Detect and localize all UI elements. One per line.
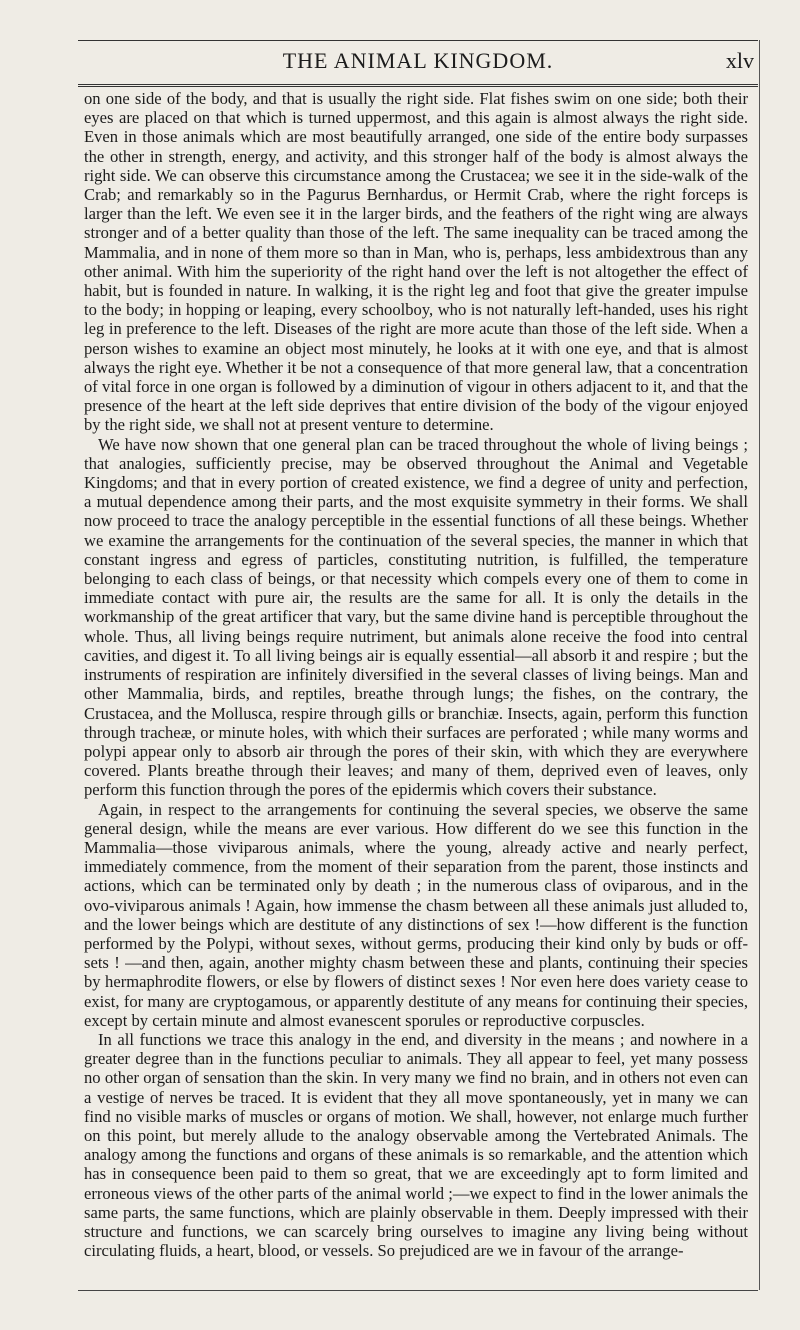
paragraph-continuation: on one side of the body, and that is usually the right side. Flat fishes swim on one side; both their eyes are placed on that which is turned uppermost, and this again is almost always the right side. Even in those animals which are most beautifully arranged, one side of the entire body surpasses the other in strength, energy, and activity, and this stronger half of the body is almost always the right side. We can observe this circumstance among the Crustacea; we see it in the side-walk of the Crab; and remarkably so in the Pagurus Bernhardus, or Hermit Crab, where the right forceps is larger than the left. We even see it in the larger birds, and the feathers of the right wing are always stronger and of a better quality than those of the left. The same inequality can be traced among the Mammalia, and in none of them more so than in Man, who is, perhaps, less ambidextrous than any other animal. With him the superiority of the right hand over the left is not altogether the effect of habit, but is founded in nature. In walking, it is the right leg and foot that give the greater impulse to the body; in hopping or leaping, every schoolboy, who is not naturally left-handed, uses his right leg in preference to the left. Diseases of the right are more acute than those of the left side. When a person wishes to examine an object most minutely, he looks at it with one eye, and that is almost always the right eye. Whether it be not a consequence of that more general law, that a concentration of vital force in one organ is followed by a diminution of vigour in others adjacent to it, and that the presence of the heart at the left side deprives that entire division of the body of the vigour enjoyed by the right side, we shall not at present venture to determine. xyxy=(84,89,748,435)
paragraph-analogy-diversity: In all functions we trace this analogy in the end, and diversity in the means ; and nowhere in a greater degree than in the functions peculiar to animals. They all appear to feel, yet many possess no other organ of sensation than the skin. In very many we find no brain, and in others not even can a vestige of nerves be traced. It is evident that they all move spontaneously, yet in many we can find no visible marks of muscles or organs of motion. We shall, however, not enlarge much further on this point, but merely allude to the analogy observable among the Vertebrated Animals. The analogy among the functions and organs of these animals is so remarkable, and the attention which has in consequence been paid to them so great, that we are exceedingly apt to form limited and erroneous views of the other parts of the animal world ;—we expect to find in the lower animals the same parts, the same functions, which are plainly observable in them. Deeply impressed with their structure and functions, we can scarcely bring ourselves to imagine any living being without circulating fluids, a heart, blood, or vessels. So prejudiced are we in favour of the arrange- xyxy=(84,1029,748,1261)
running-header xyxy=(82,48,754,76)
body-text xyxy=(84,89,748,1260)
header-bottom-rule xyxy=(78,84,758,87)
header-top-rule xyxy=(78,40,758,41)
footer-rule xyxy=(78,1290,758,1291)
paragraph-general-plan: We have now shown that one general plan can be traced throughout the whole of living beings ; that analogies, sufficiently precise, may be observed throughout the Animal and Vegetable Kingdoms; and that in every portion of created existence, we find a degree of unity and perfection, a mutual dependence among their parts, and the most exquisite symmetry in their forms. We shall now proceed to trace the analogy perceptible in the essential functions of all these beings. Whether we examine the arrangements for the continuation of the several species, the manner in which that constant ingress and egress of particles, constituting nutrition, is fulfilled, the temperature belonging to each class of beings, or that necessity which compels every one of them to come in immediate contact with pure air, the results are the same for all. It is only the details in the workmanship of the great artificer that vary, but the same divine hand is perceptible throughout the whole. Thus, all living beings require nutriment, but animals alone receive the food into central cavities, and digest it. To all living beings air is equally essential—all absorb it and respire ; but the instruments of respiration are infinitely diversified in the several classes of living beings. Man and other Mammalia, birds, and reptiles, breathe through lungs; the fishes, on the contrary, the Crustacea, and the Mollusca, respire through gills or branchiæ. Insects, again, perform this function through tracheæ, or minute holes, with which their surfaces are perforated ; while many worms and polypi appear only to absorb air through the pores of their skin, with which they are everywhere covered. Plants breathe through their leaves; and many of them, deprived even of leaves, only perform this function through the pores of the epidermis which covers their substance. xyxy=(84,434,748,800)
paragraph-species-continuation: Again, in respect to the arrangements for continuing the several species, we observe the same general design, while the means are ever various. How different do we see this function in the Mammalia—those viviparous animals, where the young, already active and nearly perfect, immediately commence, from the moment of their separation from the parent, those instincts and actions, which can be terminated only by death ; in the numerous class of oviparous, and in the ovo-viviparous animals ! Again, how immense the chasm between all these animals just alluded to, and the lower beings which are destitute of any distinctions of sex !—how different is the function performed by the Polypi, without sexes, without germs, producing their kind only by buds or off-sets ! —and then, again, another mighty chasm between these and plants, continuing their species by hermaphrodite flowers, or else by flowers of distinct sexes ! Nor even here does variety cease to exist, for many are cryptogamous, or apparently destitute of any means for continuing their species, except by certain minute and almost evanescent sporules or reproductive corpuscles. xyxy=(84,799,748,1030)
page-number: xlv xyxy=(725,48,754,73)
page-edge-line xyxy=(759,40,760,1290)
running-title: THE ANIMAL KINGDOM. xyxy=(282,48,554,73)
